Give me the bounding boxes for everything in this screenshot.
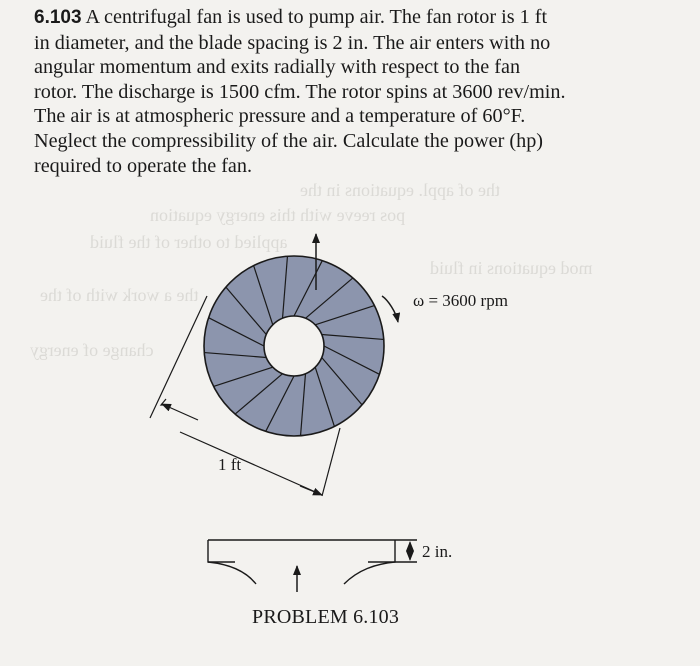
bleed-through-text: mod equations in fluid (430, 258, 593, 278)
problem-line-1: 6.103 A centrifugal fan is used to pump air. The fan rotor is 1 ft (34, 6, 548, 28)
rotor-hub (264, 316, 324, 376)
diameter-arrow-head-end (300, 486, 322, 495)
problem-line-6: Neglect the compressibility of the air. Calculate the power (hp) (34, 129, 544, 152)
bleed-through-text: pos reeve with this energy equation (150, 205, 406, 225)
fan-rotor (204, 256, 384, 436)
bleed-through-text: the of appl. equations in the (300, 180, 500, 200)
bleed-through-text: applied to other of the fluid (90, 232, 288, 252)
problem-line-7: required to operate the fan. (34, 154, 253, 177)
diameter-arrow-head-start (162, 404, 198, 420)
bleed-through-text: the a work with of the (40, 285, 199, 305)
diameter-arrow (180, 432, 320, 494)
rotor-side-view (208, 540, 417, 584)
problem-line-3: angular momentum and exits radially with respect to the fan (34, 56, 521, 79)
spacing-label: 2 in. (422, 542, 453, 561)
rotation-arrow (382, 296, 398, 322)
omega-label: ω = 3600 rpm (413, 291, 508, 310)
diameter-label: 1 ft (218, 455, 242, 474)
figure-caption: PROBLEM 6.103 (252, 606, 400, 628)
problem-number: 6.103 (34, 7, 82, 28)
problem-line-4: rotor. The discharge is 1500 cfm. The rotor spins at 3600 rev/min. (34, 80, 566, 103)
problem-line-2: in diameter, and the blade spacing is 2 in. The air enters with no (34, 31, 551, 54)
bleed-through-text: change of energy (30, 340, 154, 360)
problem-line-5: The air is at atmospheric pressure and a temperature of 60°F. (34, 105, 526, 128)
